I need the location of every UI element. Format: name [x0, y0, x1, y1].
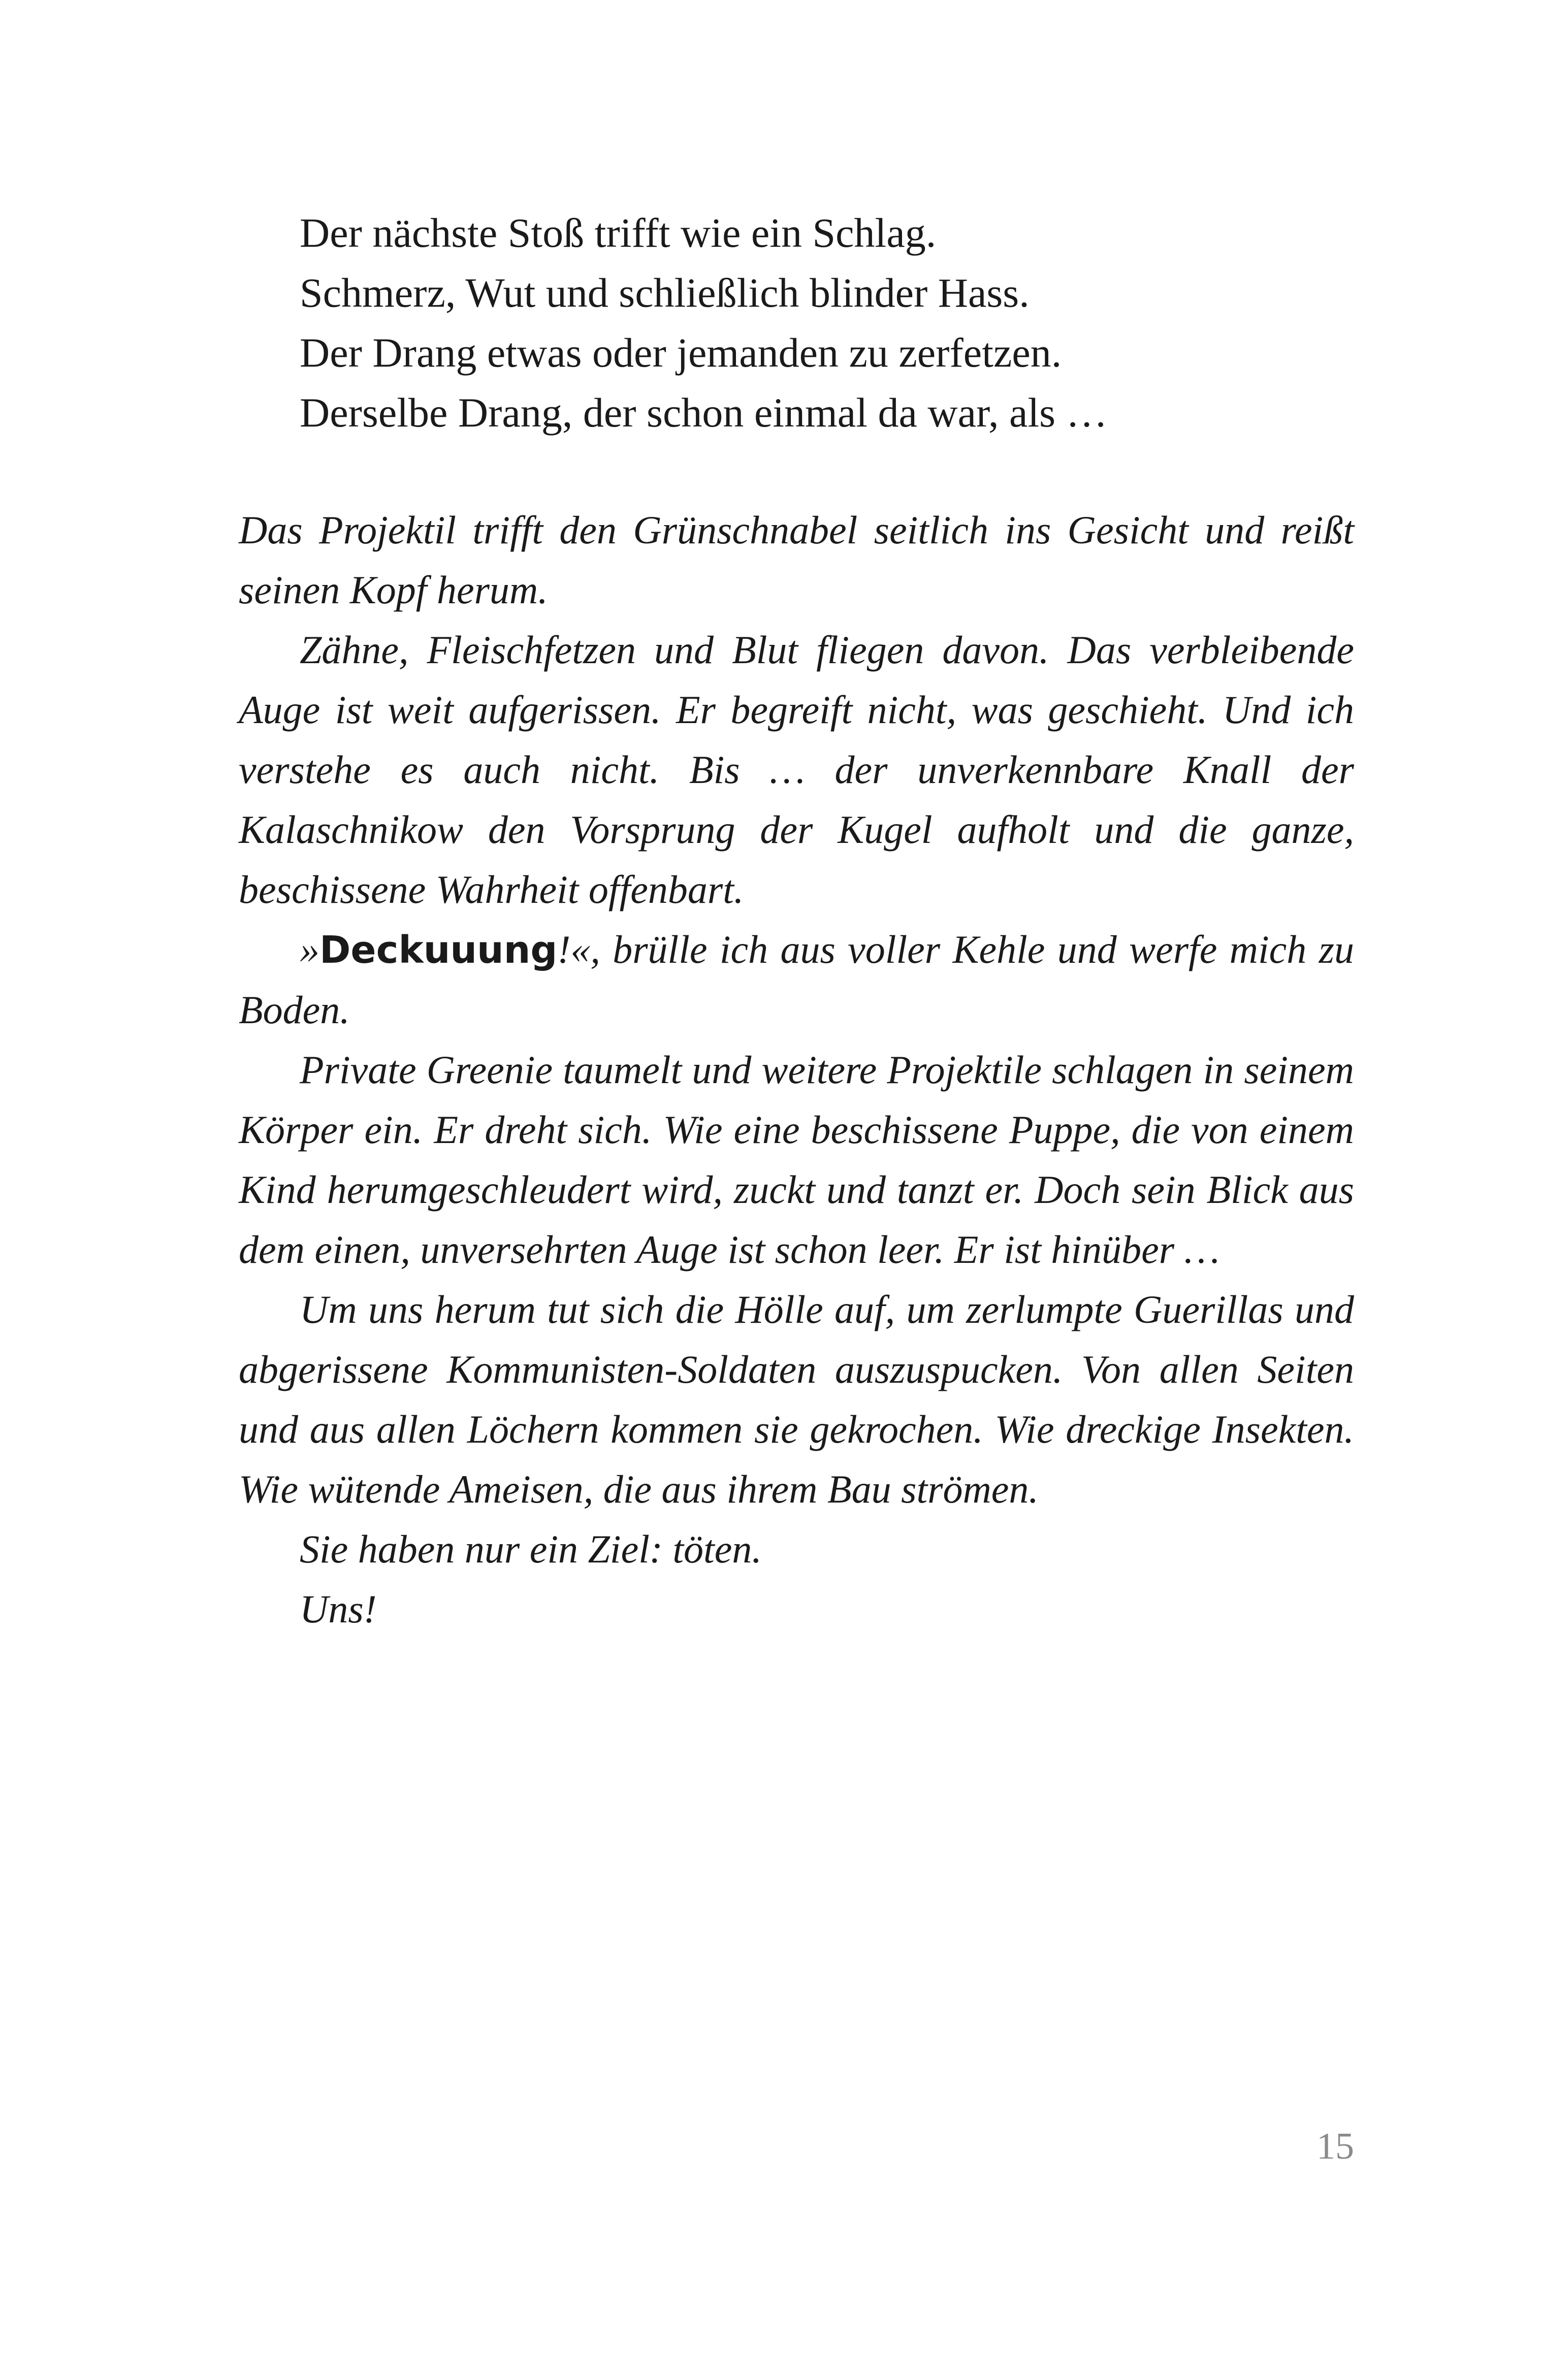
quote-open: » [300, 927, 319, 971]
paragraph: Um uns herum tut sich die Hölle auf, um zerlumpte Guerillas und abgerissene Kommunisten-Soldaten auszuspucken. Von allen Seiten und aus allen Löchern kommen sie gekrochen. Wie dreckige Insekten. Wie wütende Ameisen, die aus ihrem Bau strömen. [239, 1287, 1354, 1511]
prose-block [239, 500, 1354, 1639]
verse-line: Der Drang etwas oder jemanden zu zerfetzen. [300, 330, 1062, 376]
paragraph: Zähne, Fleischfetzen und Blut fliegen davon. Das verbleibende Auge ist weit aufgerissen. Er begreift nicht, was geschieht. Und ich verstehe es auch nicht. Bis … der unverkennbare Knall der Kalaschnikow den Vorsprung der Kugel aufholt und die ganze, beschissene Wahrheit offenbart. [239, 628, 1354, 911]
verse-line: Derselbe Drang, der schon einmal da war, als … [300, 389, 1108, 436]
paragraph: Sie haben nur ein Ziel: töten. [300, 1527, 762, 1571]
paragraph-rest: !«, brülle ich aus voller Kehle und werfe mich zu Boden. [239, 927, 1354, 1032]
verse-line: Der nächste Stoß trifft wie ein Schlag. [300, 210, 937, 256]
paragraph: Uns! [300, 1587, 377, 1631]
paragraph: Private Greenie taumelt und weitere Projektile schlagen in seinem Körper ein. Er dreht sich. Wie eine beschissene Puppe, die von einem Kind herumgeschleudert wird, zuckt und tanzt er. Doch sein Blick aus dem einen, unversehrten Auge ist schon leer. Er ist hinüber … [239, 1048, 1354, 1271]
shout-text: Deckuuung [319, 928, 558, 972]
page-number: 15 [1316, 2126, 1354, 2167]
verse-line: Schmerz, Wut und schließlich blinder Hass. [300, 270, 1030, 316]
verse-block [300, 203, 1366, 443]
paragraph: Das Projektil trifft den Grünschnabel seitlich ins Gesicht und reißt seinen Kopf herum. [239, 508, 1354, 612]
paragraph [239, 920, 1354, 1040]
